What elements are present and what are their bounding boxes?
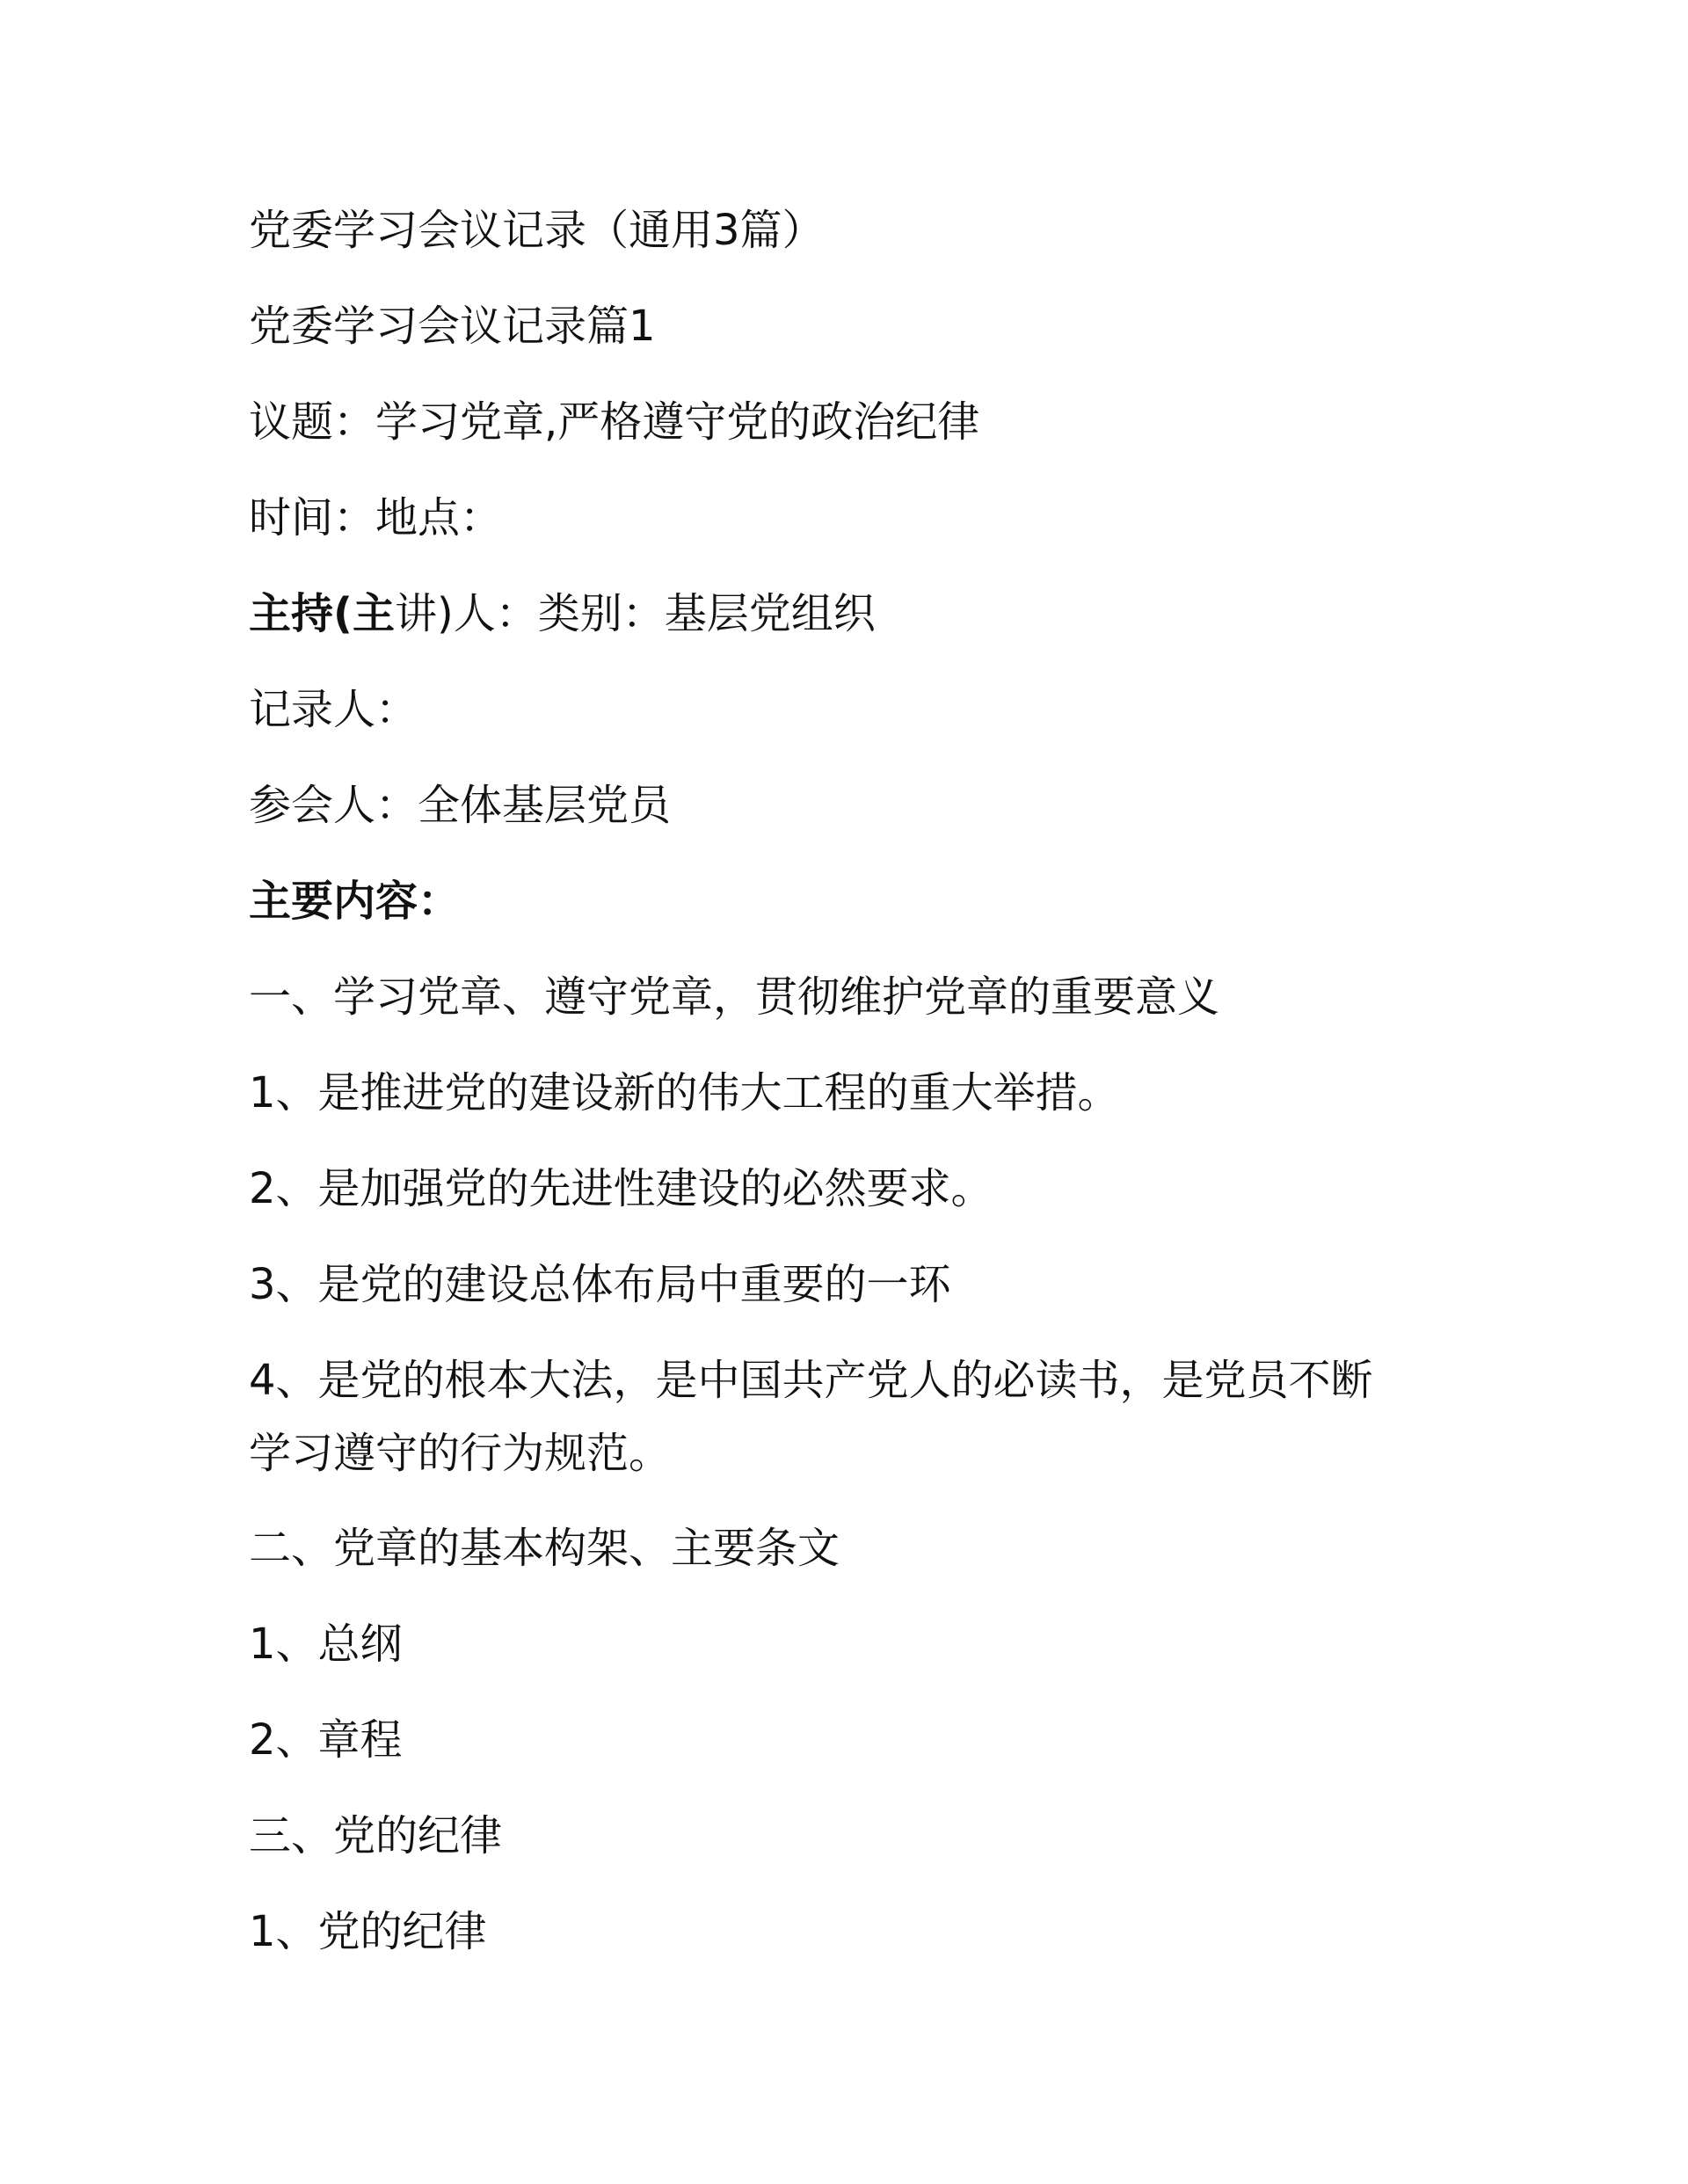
paragraph: 1、总纲 <box>249 1620 403 1669</box>
host-mid: 讲 <box>394 589 437 638</box>
paragraph: 学习遵守的行为规范。 <box>249 1429 672 1478</box>
document-title: 党委学习会议记录（通用3篇） <box>249 206 825 255</box>
paragraph: 三、党的纪律 <box>249 1811 503 1860</box>
time-place-line: 时间：地点： <box>249 493 503 542</box>
section-title: 党委学习会议记录篇1 <box>249 302 656 351</box>
host-line <box>249 589 1480 638</box>
paragraph: 4、是党的根本大法，是中国共产党人的必读书，是党员不断 <box>249 1356 1373 1405</box>
paragraph: 一、学习党章、遵守党章，贯彻维护党章的重要意义 <box>249 972 1220 1022</box>
main-content-label: 主要内容： <box>249 877 461 926</box>
attendees-line: 参会人：全体基层党员 <box>249 781 672 830</box>
topic-line: 议题：学习党章,严格遵守党的政治纪律 <box>249 397 980 447</box>
paragraph: 1、是推进党的建设新的伟大工程的重大举措。 <box>249 1068 1120 1117</box>
paragraph: 3、是党的建设总体布局中重要的一环 <box>249 1260 951 1309</box>
paragraph: 二、党章的基本构架、主要条文 <box>249 1524 840 1573</box>
paragraph: 1、党的纪律 <box>249 1907 487 1956</box>
host-suffix: )人：类别：基层党组织 <box>436 589 876 638</box>
paragraph: 2、章程 <box>249 1715 403 1765</box>
host-prefix: 主持(主 <box>249 589 395 638</box>
recorder-line: 记录人： <box>249 685 418 734</box>
paragraph: 2、是加强党的先进性建设的必然要求。 <box>249 1164 993 1213</box>
